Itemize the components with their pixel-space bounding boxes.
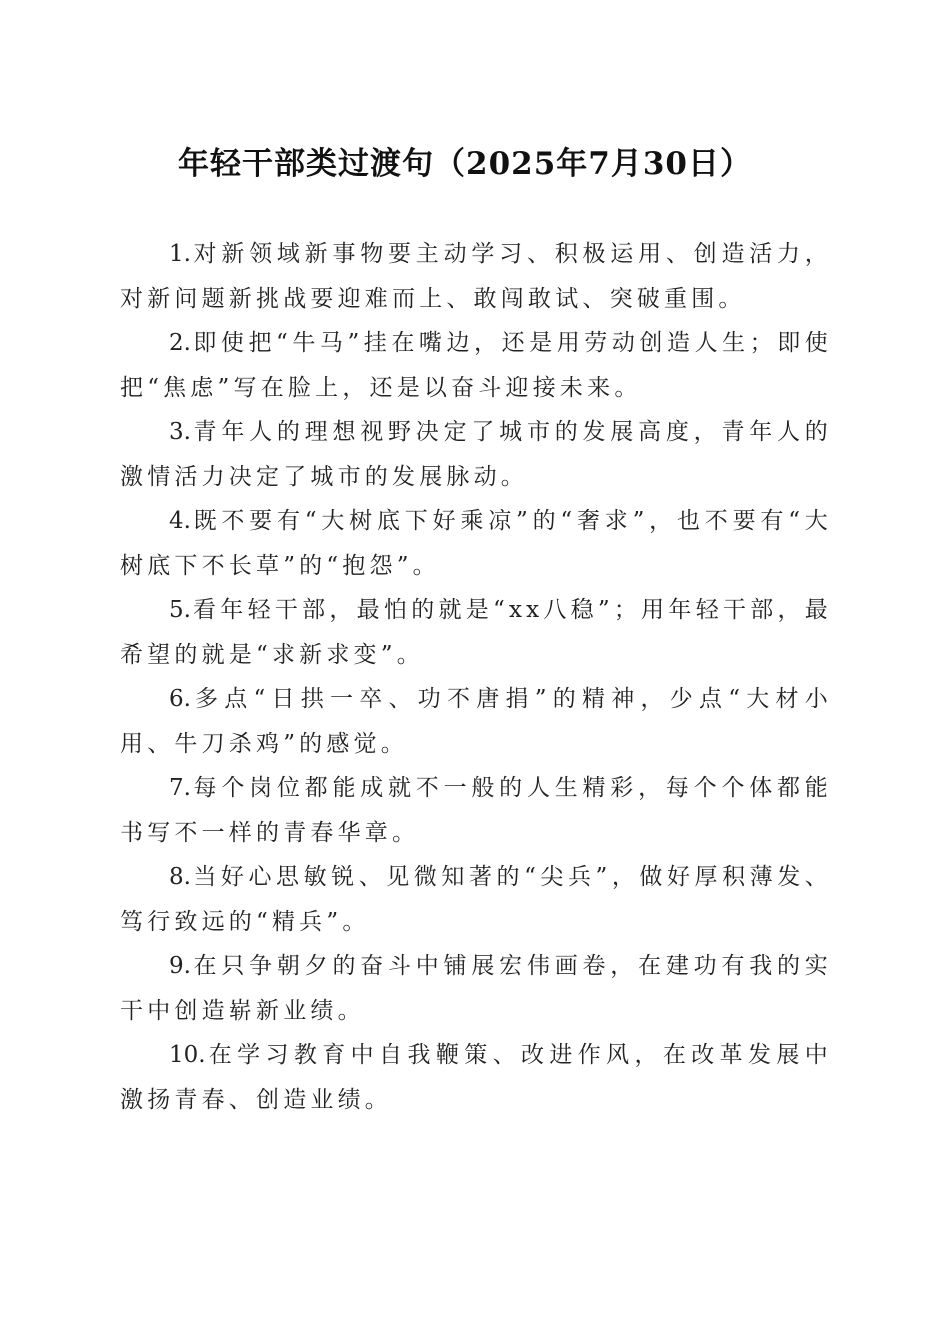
document-title: 年轻干部类过渡句（2025年7月30日） bbox=[178, 146, 752, 182]
paragraph-7 bbox=[120, 766, 832, 855]
paragraph-text: 当好心思敏锐、见微知著的“尖兵”，做好厚积薄发、笃行致远的“精兵”。 bbox=[120, 864, 832, 935]
paragraph-2 bbox=[120, 321, 832, 410]
paragraph-9 bbox=[120, 944, 832, 1033]
paragraph-6 bbox=[120, 677, 832, 766]
paragraph-10 bbox=[120, 1033, 832, 1122]
paragraph-number: 1. bbox=[169, 241, 191, 267]
paragraph-text: 多点“日拱一卒、功不唐捐”的精神，少点“大材小用、牛刀杀鸡”的感觉。 bbox=[120, 686, 832, 757]
paragraph-3 bbox=[120, 410, 832, 499]
paragraph-number: 6. bbox=[169, 686, 191, 712]
paragraph-text: 对新领域新事物要主动学习、积极运用、创造活力，对新问题新挑战要迎难而上、敢闯敢试、突破重围。 bbox=[120, 241, 832, 312]
paragraph-text: 即使把“牛马”挂在嘴边，还是用劳动创造人生；即使把“焦虑”写在脸上，还是以奋斗迎接未来。 bbox=[120, 330, 832, 401]
paragraph-4 bbox=[120, 499, 832, 588]
paragraph-number: 3. bbox=[169, 419, 191, 445]
paragraph-5 bbox=[120, 588, 832, 677]
paragraph-number: 10. bbox=[169, 1042, 206, 1068]
paragraph-number: 7. bbox=[169, 775, 191, 801]
paragraph-text: 在学习教育中自我鞭策、改进作风，在改革发展中激扬青春、创造业绩。 bbox=[120, 1042, 832, 1113]
paragraph-text: 每个岗位都能成就不一般的人生精彩，每个个体都能书写不一样的青春华章。 bbox=[120, 775, 832, 846]
document-body bbox=[120, 232, 832, 1122]
paragraph-1 bbox=[120, 232, 832, 321]
paragraph-number: 9. bbox=[169, 953, 191, 979]
paragraph-text: 青年人的理想视野决定了城市的发展高度，青年人的激情活力决定了城市的发展脉动。 bbox=[120, 419, 832, 490]
paragraph-number: 8. bbox=[169, 864, 191, 890]
paragraph-text: 看年轻干部，最怕的就是“xx八稳”；用年轻干部，最希望的就是“求新求变”。 bbox=[120, 597, 832, 668]
paragraph-number: 2. bbox=[169, 330, 191, 356]
paragraph-8 bbox=[120, 855, 832, 944]
paragraph-number: 4. bbox=[169, 508, 191, 534]
paragraph-text: 在只争朝夕的奋斗中铺展宏伟画卷，在建功有我的实干中创造崭新业绩。 bbox=[120, 953, 832, 1024]
paragraph-number: 5. bbox=[169, 597, 191, 623]
paragraph-text: 既不要有“大树底下好乘凉”的“奢求”，也不要有“大树底下不长草”的“抱怨”。 bbox=[120, 508, 832, 579]
